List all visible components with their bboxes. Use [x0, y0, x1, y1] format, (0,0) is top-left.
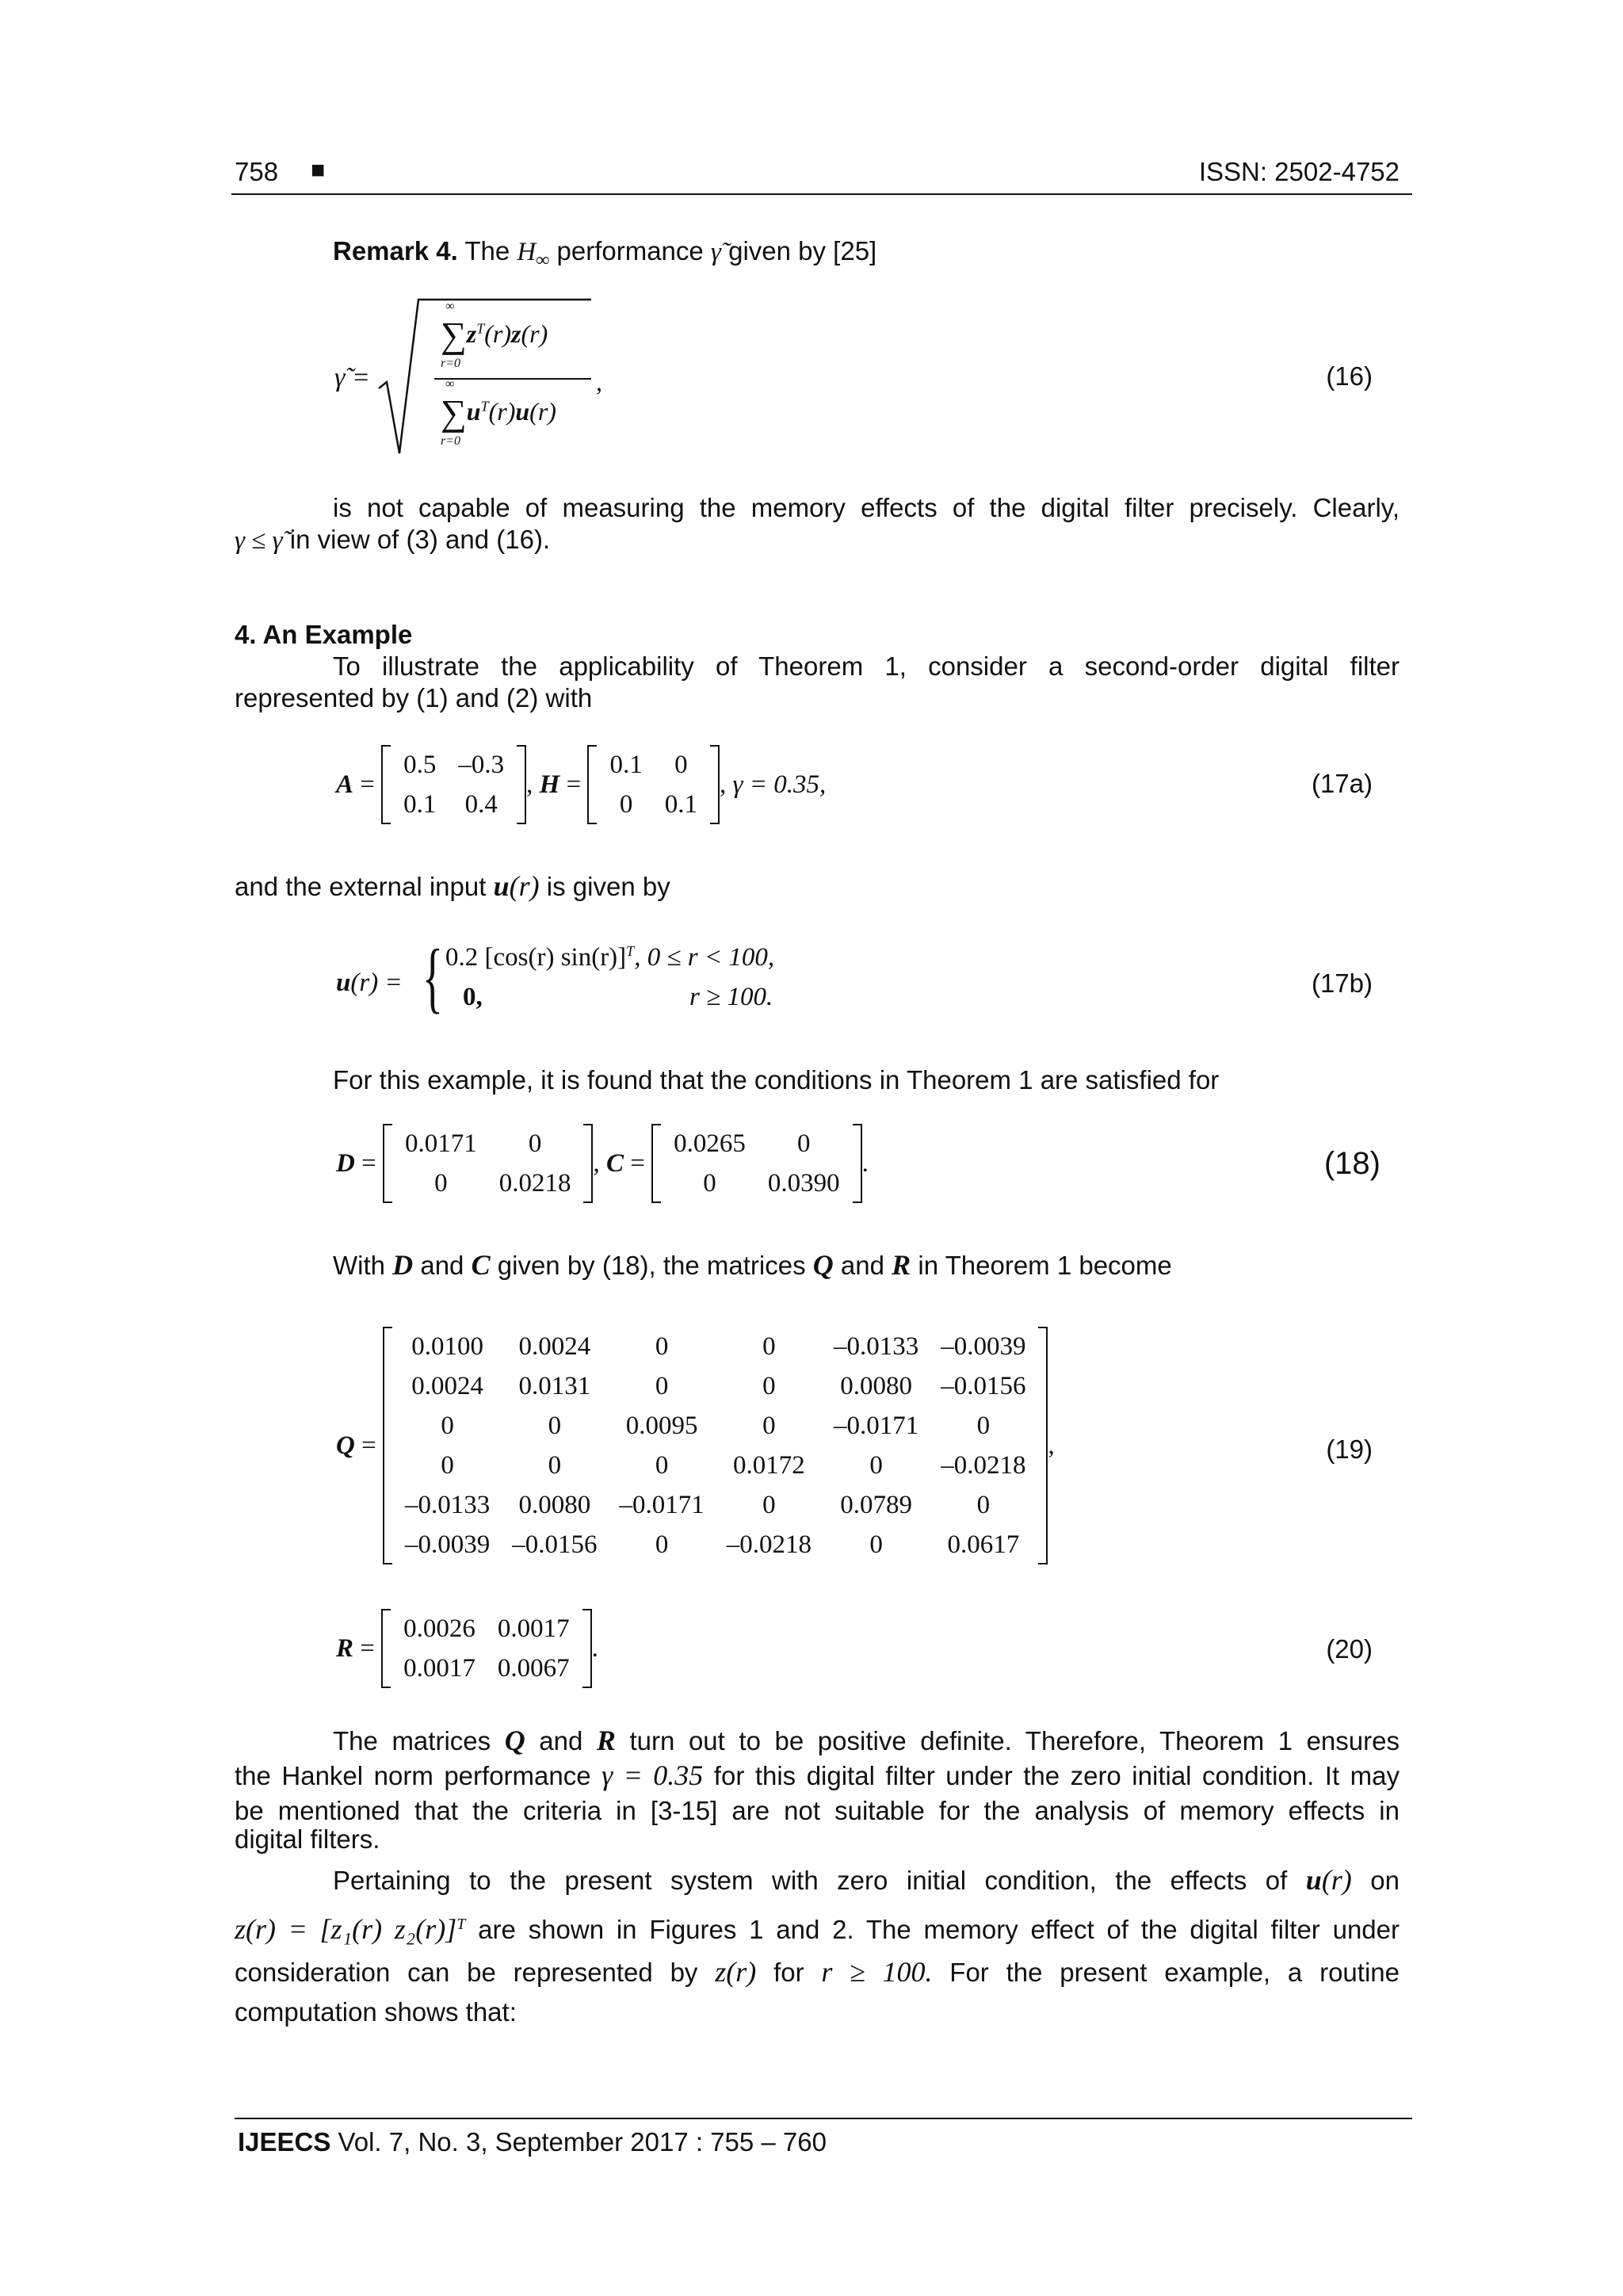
journal-name: IJEECS	[238, 2127, 331, 2157]
equation-16	[333, 295, 602, 461]
para3-line4: computation shows that:	[235, 1997, 517, 2027]
matrix-a: 0.5 –0.3 0.1 0.4	[381, 745, 526, 824]
eq16-lhs: γ̃ =	[334, 363, 370, 392]
equation-17a: A = 0.5 –0.3 0.1 0.4 , H = 0.1 0 0 0.1 , γ = 0.35,	[336, 745, 826, 824]
header-marker: ■	[311, 157, 326, 183]
eq16-comma: ,	[596, 368, 602, 396]
matrix-r: 0.0026 0.0017 0.0017 0.0067	[381, 1609, 592, 1688]
equation-number-20: (20)	[1326, 1634, 1373, 1664]
remark-label: Remark 4.	[333, 236, 458, 266]
matrix-q: 0.0100 0.0024 0 0 –0.0133 –0.0039 0.0024 0.0131 0 0 0.0080 –0.0156 0 0 0.0095 0 –0.0171 0 0 0 0 0.0172 0 –0.0218 –0.0133 0.0080 –0.0171 0 0.0789 0 –0.0039 –0.0156 0 –0.0218 0 0.0617	[383, 1327, 1048, 1564]
gamma-tilde: γ̃	[710, 238, 721, 266]
page-number: 758	[235, 157, 279, 186]
input-line: and the external input u(r) is given by	[235, 870, 670, 902]
eq16-denominator: ∞ $\sum u^T(r)u(r)$ r=0	[441, 377, 556, 448]
para3-line2: z(r) = [z₁(r) z₂(r)]$^T$ are shown in Figures 1 and 2. The memory effect of the digital filter under	[235, 1913, 1400, 1945]
section-line2: represented by (1) and (2) with	[235, 683, 593, 712]
footer-rule	[235, 2118, 1412, 2119]
matrix-d: 0.0171 0 0 0.0218	[383, 1124, 594, 1203]
para2-line4: digital filters.	[235, 1824, 380, 1854]
matrix-h: 0.1 0 0 0.1	[587, 745, 720, 824]
h-infinity: $H_\infty$	[517, 238, 550, 271]
equation-19: Q = 0.0100 0.0024 0 0 –0.0133 –0.0039 0.0024 0.0131 0 0 0.0080 –0.0156 0 0 0.0095 0 –0.0171 0 0 0 0 0.0172 0 –0.0218 –0.0133 0.0080 –0.0171 0 0.0789 0 –0.0039 –0.0156 0 –0.0218 0 0.0617 ,	[336, 1327, 1055, 1564]
remark-line: Remark 4. The $H_\infty$ performance γ̃ given by [25]	[333, 236, 877, 271]
equation-number-17b: (17b)	[1311, 968, 1373, 998]
equation-18: D = 0.0171 0 0 0.0218 , C = 0.0265 0 0 0.0390 .	[336, 1124, 869, 1203]
para1-line1: is not capable of measuring the memory effects of the digital filter precisely. Clearly,	[333, 493, 1400, 522]
para2-line3: be mentioned that the criteria in [3-15] are not suitable for the analysis of memory effects in	[235, 1796, 1400, 1825]
header-rule	[231, 193, 1412, 195]
footer-citation: IJEECS Vol. 7, No. 3, September 2017 : 755 – 760	[238, 2127, 827, 2157]
equation-number-17a: (17a)	[1311, 769, 1373, 798]
para2-line2: the Hankel norm performance γ = 0.35 for this digital filter under the zero initial condition. It may	[235, 1759, 1400, 1791]
equation-17b: u(r) = { 0.2 [cos(r) sin(r)]$^T$, 0 ≤ r < 100, 0, r ≥ 100.	[336, 933, 775, 1021]
para2-line1: The matrices Q and R turn out to be positive definite. Therefore, Theorem 1 ensures	[333, 1725, 1400, 1756]
equation-number-16: (16)	[1326, 361, 1373, 391]
para3-line3: consideration can be represented by z(r) for r ≥ 100. For the present example, a routine	[235, 1956, 1400, 1988]
gamma-value: γ = 0.35,	[732, 770, 827, 799]
matrix-c: 0.0265 0 0 0.0390	[651, 1124, 862, 1203]
equation-number-18: (18)	[1323, 1146, 1381, 1181]
equation-number-19: (19)	[1326, 1435, 1373, 1464]
para3-line1: Pertaining to the present system with zero initial condition, the effects of u(r) on	[333, 1864, 1400, 1896]
section-line1: To illustrate the applicability of Theorem 1, consider a second-order digital filter	[333, 651, 1400, 681]
section-title: 4. An Example	[235, 620, 413, 649]
issn: ISSN: 2502-4752	[1198, 157, 1400, 186]
eq16-numerator: ∞ $\sum z^T(r)z(r)$ r=0	[441, 300, 548, 370]
found-line: For this example, it is found that the conditions in Theorem 1 are satisfied for	[333, 1065, 1220, 1095]
equation-20: R = 0.0026 0.0017 0.0017 0.0067 .	[336, 1609, 598, 1688]
with-line: With D and C given by (18), the matrices Q and R in Theorem 1 become	[333, 1249, 1172, 1281]
left-brace: {	[422, 933, 444, 1021]
para1-line2: γ ≤ γ̃ in view of (3) and (16).	[235, 525, 551, 555]
